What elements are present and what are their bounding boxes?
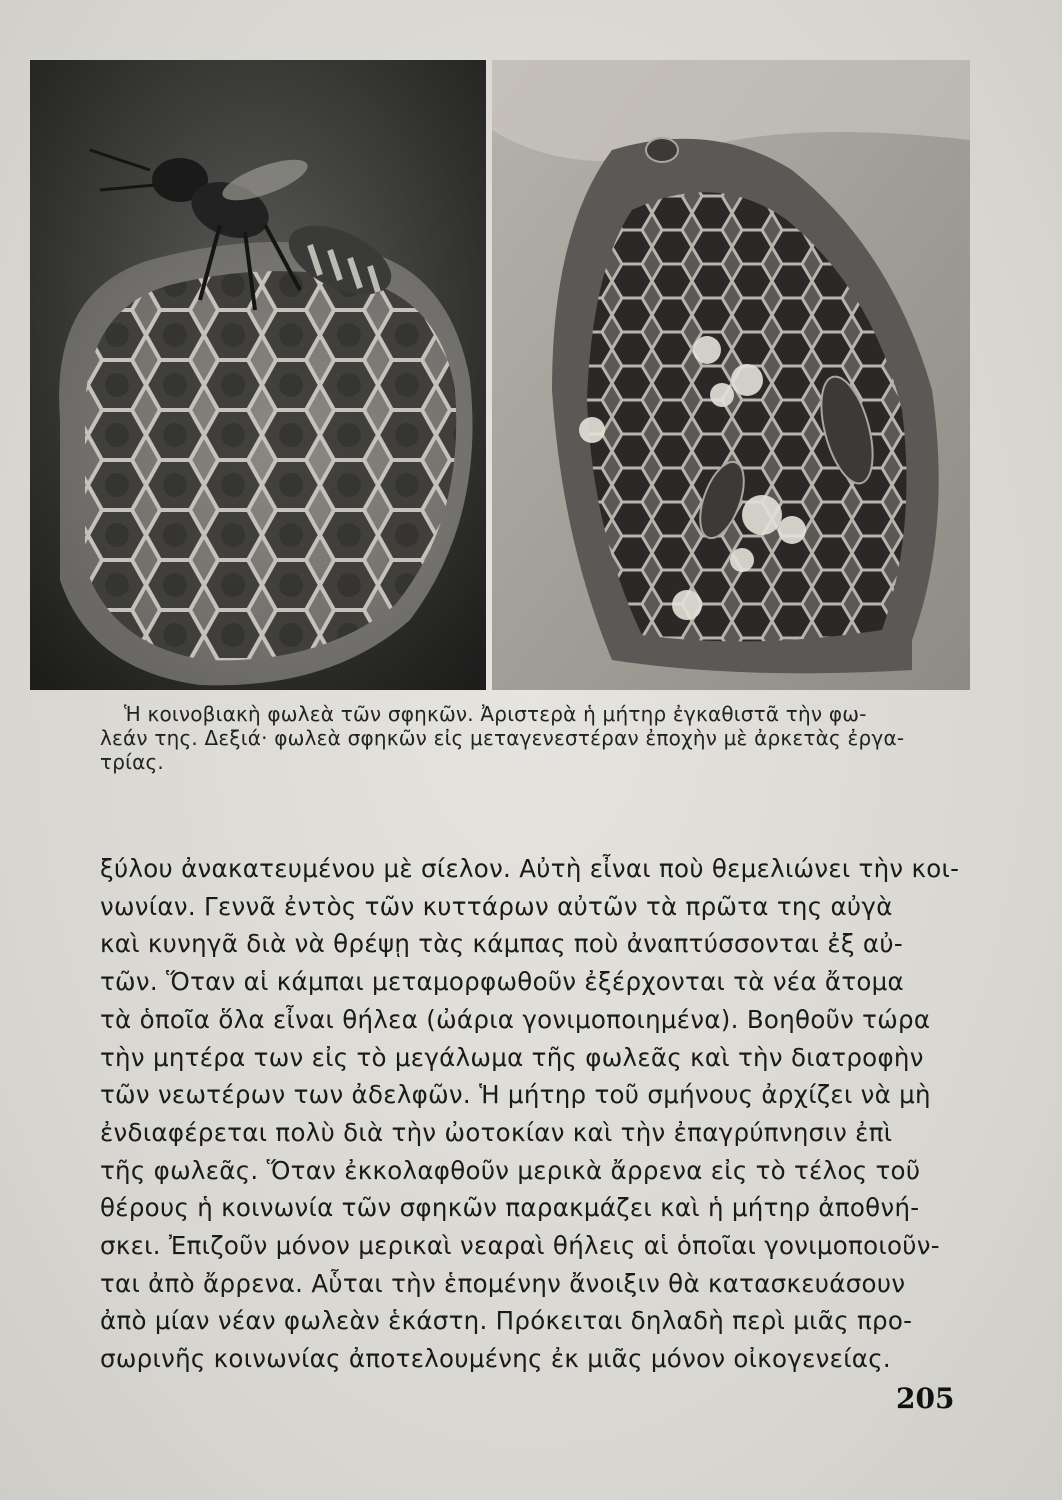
body-line: τῆς φωλεᾶς. Ὅταν ἐκκολαφθοῦν μερικὰ ἄρρενα εἰς τὸ τέλος τοῦ bbox=[100, 1155, 921, 1185]
body-line: ξύλου ἀνακατευμένου μὲ σίελον. Αὐτὴ εἶναι ποὺ θεμελιώνει τὴν κοι- bbox=[100, 854, 960, 883]
body-line: ἀπὸ μίαν νέαν φωλεὰν ἑκάστη. Πρόκειται δηλαδὴ περὶ μιᾶς προ- bbox=[100, 1306, 913, 1336]
figure-caption bbox=[100, 702, 940, 774]
figure-photographs bbox=[30, 60, 970, 690]
caption-line: τρίας. bbox=[100, 750, 164, 774]
body-line: τῶν. Ὅταν αἱ κάμπαι μεταμορφωθοῦν ἐξέρχονται τὰ νέα ἄτομα bbox=[100, 967, 905, 997]
body-line: καὶ κυνηγᾶ διὰ νὰ θρέψῃ τὰς κάμπας ποὺ ἀναπτύσσονται ἐξ αὐ- bbox=[100, 929, 903, 959]
body-line: θέρους ἡ κοινωνία τῶν σφηκῶν παρακμάζει καὶ ἡ μήτηρ ἀποθνή- bbox=[100, 1193, 920, 1223]
body-paragraph bbox=[100, 850, 960, 1378]
photo-wasp-founding-nest bbox=[30, 60, 486, 690]
body-line: νωνίαν. Γεννᾶ ἐντὸς τῶν κυττάρων αὐτῶν τὰ πρῶτα της αὐγὰ bbox=[100, 891, 893, 921]
body-line: ἐνδιαφέρεται πολὺ διὰ τὴν ὠοτοκίαν καὶ τὴν ἐπαγρύπνησιν ἐπὶ bbox=[100, 1117, 893, 1147]
body-line: ται ἀπὸ ἄρρενα. Αὗται τὴν ἑπομένην ἄνοιξιν θὰ κατασκευάσουν bbox=[100, 1268, 906, 1298]
body-line: τὰ ὁποῖα ὅλα εἶναι θήλεα (ὠάρια γονιμοποιημένα). Βοηθοῦν τώρα bbox=[100, 1004, 931, 1034]
body-line: τῶν νεωτέρων των ἀδελφῶν. Ἡ μήτηρ τοῦ σμήνους ἀρχίζει νὰ μὴ bbox=[100, 1080, 931, 1110]
body-line: σωρινῆς κοινωνίας ἀποτελουμένης ἐκ μιᾶς μόνον οἰκογενείας. bbox=[100, 1344, 892, 1374]
caption-line: Ἡ κοινοβιακὴ φωλεὰ τῶν σφηκῶν. Ἀριστερὰ ἡ μήτηρ ἐγκαθιστᾶ τὴν φω- bbox=[124, 702, 867, 726]
body-line: τὴν μητέρα των εἰς τὸ μεγάλωμα τῆς φωλεᾶς καὶ τὴν διατροφὴν bbox=[100, 1042, 924, 1072]
page-number: 205 bbox=[896, 1382, 955, 1415]
body-line: σκει. Ἐπιζοῦν μόνον μερικαὶ νεαραὶ θήλεις αἱ ὁποῖαι γονιμοποιοῦν- bbox=[100, 1231, 940, 1261]
caption-line: λεάν της. Δεξιά· φωλεὰ σφηκῶν εἰς μεταγενεστέραν ἐποχὴν μὲ ἀρκετὰς ἐργα- bbox=[100, 726, 905, 750]
photo-mature-nest bbox=[492, 60, 970, 690]
